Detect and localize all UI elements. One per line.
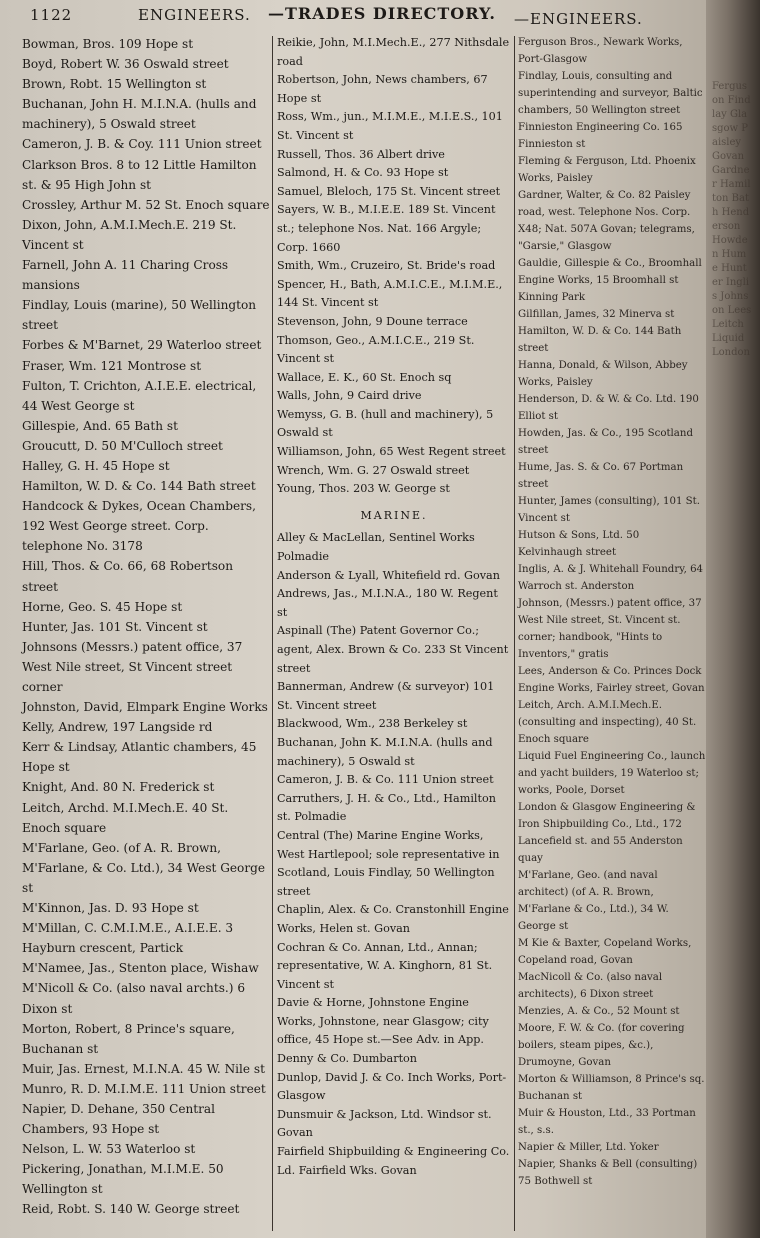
column-divider [514, 36, 515, 1231]
directory-entry: Fairfield Shipbuilding & Engineering Co. Ld. Fairfield Wks. Govan [277, 1145, 510, 1177]
directory-entry: Hutson & Sons, Ltd. 50 Kelvinhaugh street [518, 530, 640, 558]
directory-entry: Wallace, E. K., 60 St. Enoch sq [277, 370, 452, 384]
marine-section-heading: MARINE. [360, 508, 428, 522]
directory-entry: Fraser, Wm. 121 Montrose st [22, 358, 202, 373]
directory-entry: M'Millan, C. C.M.I.M.E., A.I.E.E. 3 Hayburn crescent, Partick [22, 921, 234, 956]
directory-entry: Cameron, J. B. & Co. 111 Union street [277, 773, 494, 787]
directory-entry: Hunter, James (consulting), 101 St. Vincent st [518, 496, 700, 524]
directory-entry: Anderson & Lyall, Whitefield rd. Govan [277, 568, 500, 582]
directory-entry: Buchanan, John K. M.I.N.A. (hulls and machinery), 5 Oswald st [277, 735, 493, 768]
directory-entry: Wrench, Wm. G. 27 Oswald street [277, 463, 470, 477]
directory-entry: Muir, Jas. Ernest, M.I.N.A. 45 W. Nile st [22, 1061, 265, 1076]
directory-entry: Alley & MacLellan, Sentinel Works Polmadie [277, 531, 475, 564]
adjacent-page-text: Ferguson Findlay Glasgow Paisley Govan Gardner Hamilton Bath Henderson Howden Hume Hunter Inglis Johnson Lees Leitch Liquid London [712, 81, 755, 358]
directory-entry: M'Farlane, Geo. (of A. R. Brown, M'Farlane, & Co. Ltd.), 34 West George st [22, 840, 266, 895]
directory-entry: Bannerman, Andrew (& surveyor) 101 St. Vincent street [277, 680, 495, 712]
directory-entry: Andrews, Jas., M.I.N.A., 180 W. Regent st [277, 587, 498, 619]
directory-entry: London & Glasgow Engineering & Iron Shipbuilding Co., Ltd., 172 Lancefield st. and 55 Anderston quay [518, 802, 696, 864]
page-header [30, 6, 650, 30]
directory-entry: Central (The) Marine Engine Works, West Hartlepool; sole representative in Scotland, Louis Findlay, 50 Wellington street [277, 828, 500, 898]
page-number: 1122 [30, 6, 73, 24]
directory-entry: Bowman, Bros. 109 Hope st [22, 37, 194, 51]
directory-entry: Fleming & Ferguson, Ltd. Phoenix Works, Paisley [518, 156, 696, 184]
directory-entry: Salmond, H. & Co. 93 Hope st [277, 166, 449, 180]
directory-entry: Walls, John, 9 Caird drive [277, 389, 422, 403]
directory-entry: Leitch, Archd. M.I.Mech.E. 40 St. Enoch square [22, 800, 229, 835]
header-right-title: —ENGINEERS. [514, 10, 643, 28]
directory-entry: Napier, Shanks & Bell (consulting) 75 Bothwell st [518, 1159, 698, 1187]
directory-entry: Hanna, Donald, & Wilson, Abbey Works, Paisley [518, 360, 688, 388]
directory-entry: Menzies, A. & Co., 52 Mount st [518, 1006, 680, 1017]
directory-entry: Thomson, Geo., A.M.I.C.E., 219 St. Vincent st [277, 333, 475, 366]
directory-entry: Smith, Wm., Cruzeiro, St. Bride's road [277, 259, 496, 273]
directory-entry: Stevenson, John, 9 Doune terrace [277, 314, 468, 328]
column-3 [518, 34, 706, 1190]
adjacent-page-edge [706, 0, 760, 1238]
directory-entry: Gillespie, And. 65 Bath st [22, 418, 178, 433]
directory-entry: Kerr & Lindsay, Atlantic chambers, 45 Hope st [22, 740, 257, 775]
directory-entry: Liquid Fuel Engineering Co., launch and yacht builders, 19 Waterloo st; works, Poole, Dorset [518, 751, 706, 796]
header-center-title: —TRADES DIRECTORY. [268, 4, 496, 23]
column-2 [277, 34, 511, 1180]
directory-entry: M'Nicoll & Co. (also naval archts.) 6 Dixon st [22, 981, 246, 1016]
column-divider [272, 36, 273, 1231]
directory-entry: Johnston, David, Elmpark Engine Works [22, 700, 268, 715]
directory-entry: Buchanan, John H. M.I.N.A. (hulls and machinery), 5 Oswald street [22, 97, 257, 132]
directory-entry: Halley, G. H. 45 Hope st [22, 458, 170, 473]
directory-entry: Spencer, H., Bath, A.M.I.C.E., M.I.M.E., 144 St. Vincent st [277, 277, 503, 310]
directory-entry: Boyd, Robert W. 36 Oswald street [22, 57, 229, 72]
directory-entry: MacNicoll & Co. (also naval architects), 6 Dixon street [518, 972, 663, 1000]
directory-entry: Ross, Wm., jun., M.I.M.E., M.I.E.S., 101 St. Vincent st [277, 110, 503, 142]
directory-entry: Pickering, Jonathan, M.I.M.E. 50 Wellington st [22, 1162, 224, 1197]
directory-entry: Reikie, John, M.I.Mech.E., 277 Nithsdale road [277, 36, 510, 68]
directory-entry: Howden, Jas. & Co., 195 Scotland street [518, 428, 693, 456]
directory-entry: Cochran & Co. Annan, Ltd., Annan; representative, W. A. Kinghorn, 81 St. Vincent st [277, 940, 493, 991]
directory-entry: Kelly, Andrew, 197 Langside rd [22, 720, 213, 735]
directory-entry: Carruthers, J. H. & Co., Ltd., Hamilton st. Polmadie [277, 791, 496, 824]
directory-entry: Chaplin, Alex. & Co. Cranstonhill Engine Works, Helen st. Govan [277, 903, 509, 935]
directory-entry: Muir & Houston, Ltd., 33 Portman st., s.s. [518, 1108, 696, 1136]
directory-entry: Lees, Anderson & Co. Princes Dock Engine Works, Fairley street, Govan [518, 666, 705, 694]
directory-entry: Findlay, Louis (marine), 50 Wellington street [22, 298, 257, 333]
directory-entry: Young, Thos. 203 W. George st [277, 482, 450, 496]
directory-entry: Williamson, John, 65 West Regent street [277, 445, 506, 459]
directory-entry: Moore, F. W. & Co. (for covering boilers, steam pipes, &c.), Drumoyne, Govan [518, 1023, 685, 1068]
directory-entry: Morton & Williamson, 8 Prince's sq. Buchanan st [518, 1074, 705, 1102]
directory-entry: Henderson, D. & W. & Co. Ltd. 190 Elliot st [518, 394, 699, 422]
directory-entry: Blackwood, Wm., 238 Berkeley st [277, 717, 468, 731]
directory-entry: Samuel, Bleloch, 175 St. Vincent street [277, 184, 501, 198]
directory-entry: Davie & Horne, Johnstone Engine Works, Johnstone, near Glasgow; city office, 45 Hope st.—See Adv. in App. [277, 996, 489, 1047]
directory-entry: Russell, Thos. 36 Albert drive [277, 147, 445, 161]
directory-entry: Hill, Thos. & Co. 66, 68 Robertson street [22, 559, 234, 594]
directory-entry: Fulton, T. Crichton, A.I.E.E. electrical, 44 West George st [22, 378, 257, 413]
directory-entry: Forbes & M'Barnet, 29 Waterloo street [22, 338, 262, 353]
directory-entry: Horne, Geo. S. 45 Hope st [22, 599, 183, 614]
directory-entry: M'Farlane, Geo. (and naval architect) (of A. R. Brown, M'Farlane & Co., Ltd.), 34 W. George st [518, 870, 669, 932]
directory-entry: Farnell, John A. 11 Charing Cross mansions [22, 258, 229, 293]
directory-entry: Munro, R. D. M.I.M.E. 111 Union street [22, 1081, 266, 1096]
directory-entry: M'Namee, Jas., Stenton place, Wishaw [22, 961, 259, 976]
header-left-title: ENGINEERS. [138, 6, 251, 24]
directory-entry: Denny & Co. Dumbarton [277, 1052, 418, 1066]
directory-entry: Gilfillan, James, 32 Minerva st [518, 309, 675, 320]
directory-entry: Brown, Robt. 15 Wellington st [22, 77, 207, 92]
directory-entry: M'Kinnon, Jas. D. 93 Hope st [22, 901, 199, 916]
directory-entry: Johnsons (Messrs.) patent office, 37 West Nile street, St Vincent street corner [22, 639, 243, 694]
directory-entry: Dixon, John, A.M.I.Mech.E. 219 St. Vincent st [22, 217, 237, 252]
directory-entry: Johnson, (Messrs.) patent office, 37 West Nile street, St. Vincent st. corner; handbook, "Hints to Inventors," gratis [518, 598, 702, 660]
directory-entry: Gardner, Walter, & Co. 82 Paisley road, west. Telephone Nos. Corp. X48; Nat. 507A Govan; telegrams, "Garsie," Glasgow [518, 190, 695, 252]
directory-entry: Leitch, Arch. A.M.I.Mech.E. (consulting and inspecting), 40 St. Enoch square [518, 700, 697, 745]
column-2-general-list [277, 34, 511, 499]
directory-entry: Crossley, Arthur M. 52 St. Enoch square [22, 197, 270, 212]
directory-entry: Dunlop, David J. & Co. Inch Works, Port-Glasgow [277, 1070, 507, 1103]
directory-entry: Robertson, John, News chambers, 67 Hope st [277, 73, 488, 105]
directory-entry: Knight, And. 80 N. Frederick st [22, 780, 215, 795]
directory-entry: Ferguson Bros., Newark Works, Port-Glasgow [518, 37, 683, 65]
directory-entry: Morton, Robert, 8 Prince's square, Buchanan st [22, 1021, 235, 1056]
directory-entry: Inglis, A. & J. Whitehall Foundry, 64 Warroch st. Anderston [518, 564, 704, 592]
directory-entry: Findlay, Louis, consulting and superintending and surveyor, Baltic chambers, 50 Wellington street [518, 71, 703, 116]
directory-entry: Dunsmuir & Jackson, Ltd. Windsor st. Govan [277, 1107, 492, 1140]
directory-entry: Hume, Jas. S. & Co. 67 Portman street [518, 462, 684, 490]
directory-entry: Hamilton, W. D. & Co. 144 Bath street [518, 326, 682, 354]
directory-entry: Napier, D. Dehane, 350 Central Chambers, 93 Hope st [22, 1101, 215, 1137]
directory-entry: Cameron, J. B. & Coy. 111 Union street [22, 137, 262, 152]
directory-entry: Finnieston Engineering Co. 165 Finnieston st [518, 122, 683, 150]
column-1 [22, 34, 270, 1220]
directory-entry: M Kie & Baxter, Copeland Works, Copeland road, Govan [518, 938, 692, 966]
directory-entry: Nelson, L. W. 53 Waterloo st [22, 1142, 196, 1157]
directory-entry: Gauldie, Gillespie & Co., Broomhall Engine Works, 15 Broomhall st Kinning Park [518, 258, 702, 303]
directory-entry: Hamilton, W. D. & Co. 144 Bath street [22, 479, 256, 494]
directory-entry: Napier & Miller, Ltd. Yoker [518, 1142, 659, 1153]
directory-entry: Aspinall (The) Patent Governor Co.; agent, Alex. Brown & Co. 233 St Vincent street [277, 624, 509, 675]
column-2-marine-list [277, 529, 511, 1180]
directory-entry: Wemyss, G. B. (hull and machinery), 5 Oswald st [277, 407, 494, 440]
directory-entry: Hunter, Jas. 101 St. Vincent st [22, 619, 208, 634]
directory-entry: Groucutt, D. 50 M'Culloch street [22, 438, 223, 453]
directory-entry: Clarkson Bros. 8 to 12 Little Hamilton st. & 95 High John st [22, 157, 257, 192]
directory-entry: Reid, Robt. S. 140 W. George street [22, 1202, 240, 1217]
directory-entry: Sayers, W. B., M.I.E.E. 189 St. Vincent st.; telephone Nos. Nat. 166 Argyle; Corp. 1660 [277, 203, 496, 254]
directory-entry: Handcock & Dykes, Ocean Chambers, 192 West George street. Corp. telephone No. 3178 [22, 499, 256, 554]
